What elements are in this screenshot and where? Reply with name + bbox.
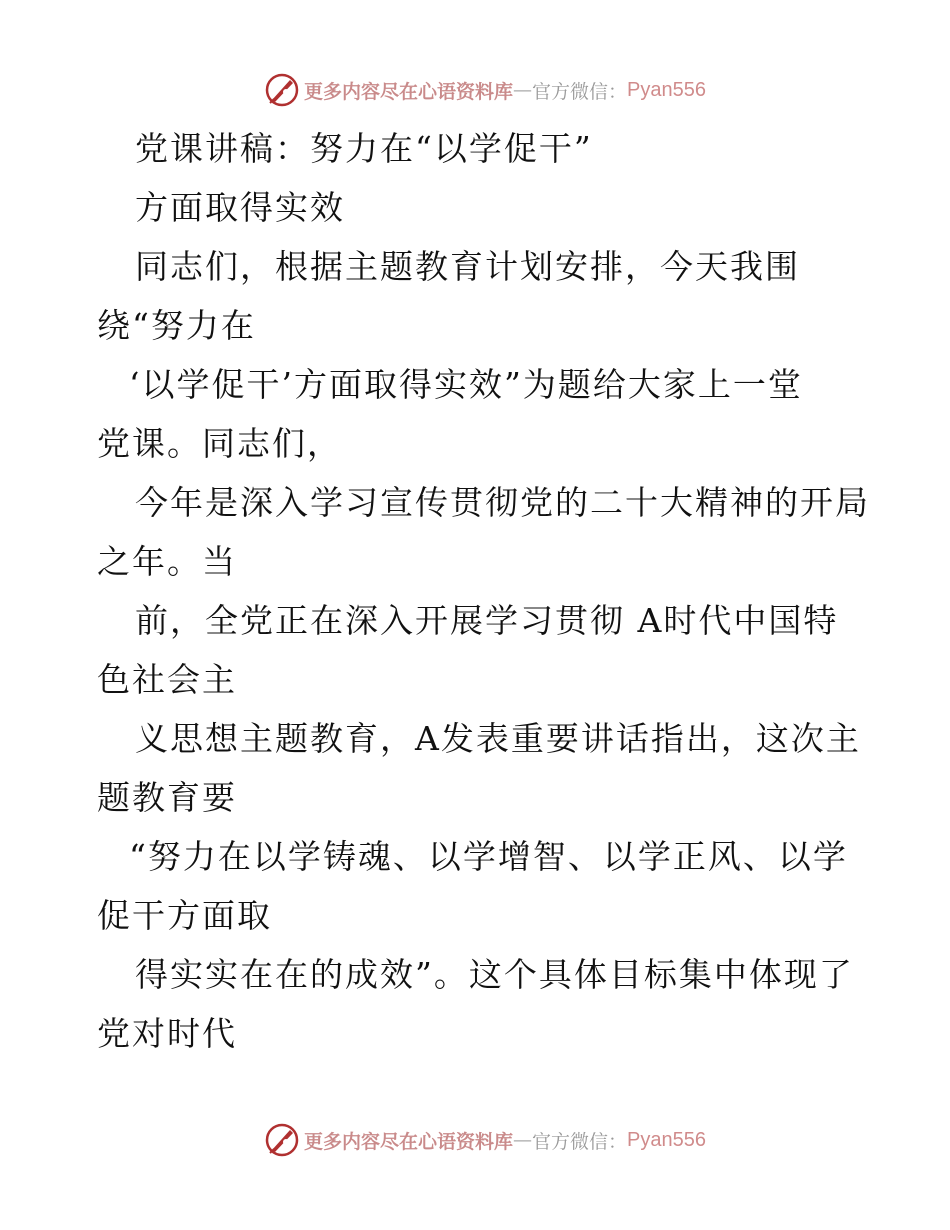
wechat-label: 官方微信： xyxy=(532,80,628,103)
text-line: 今年是深入学习宣传贯彻党的二十大精神的开局 xyxy=(135,483,870,522)
header-banner-inner xyxy=(264,72,706,108)
text-line: 得实实在在的成效”。这个具体目标集中体现了 xyxy=(135,955,854,994)
text-line: 同志们，根据主题教育计划安排，今天我围 xyxy=(135,247,800,286)
text-line: 之年。当 xyxy=(97,542,237,581)
document-body xyxy=(97,119,870,1063)
text-line: 绕“努力在 xyxy=(97,306,256,345)
library-promo-text: 更多内容尽在心语资料库 xyxy=(304,80,514,103)
text-line: 方面取得实效 xyxy=(135,188,345,227)
text-line: 促干方面取 xyxy=(97,896,272,935)
footer-banner-inner xyxy=(264,1122,706,1158)
wechat-label: 官方微信： xyxy=(532,1130,628,1153)
text-line: “努力在以学铸魂、以学增智、以学正风、以学 xyxy=(129,837,848,876)
wechat-id: Pyan556 xyxy=(627,78,706,101)
feather-pen-logo-icon xyxy=(264,1122,300,1158)
banner-dash: — xyxy=(513,79,533,101)
text-line: 义思想主题教育，A发表重要讲话指出，这次主 xyxy=(135,719,861,758)
text-line: 党对时代 xyxy=(97,1014,237,1053)
text-line: 色社会主 xyxy=(97,660,237,699)
footer-banner xyxy=(0,1120,950,1160)
text-line: 题教育要 xyxy=(97,778,237,817)
library-promo-text: 更多内容尽在心语资料库 xyxy=(304,1130,514,1153)
text-line: 前，全党正在深入开展学习贯彻 A时代中国特 xyxy=(135,601,839,640)
banner-dash: — xyxy=(513,1129,533,1151)
wechat-id: Pyan556 xyxy=(627,1128,706,1151)
header-banner xyxy=(0,70,950,110)
text-line: ‘以学促干’方面取得实效”为题给大家上一堂 xyxy=(129,365,803,404)
text-line: 党课。同志们， xyxy=(97,424,342,463)
text-line: 党课讲稿：努力在“以学促干” xyxy=(135,129,593,168)
feather-pen-logo-icon xyxy=(264,72,300,108)
